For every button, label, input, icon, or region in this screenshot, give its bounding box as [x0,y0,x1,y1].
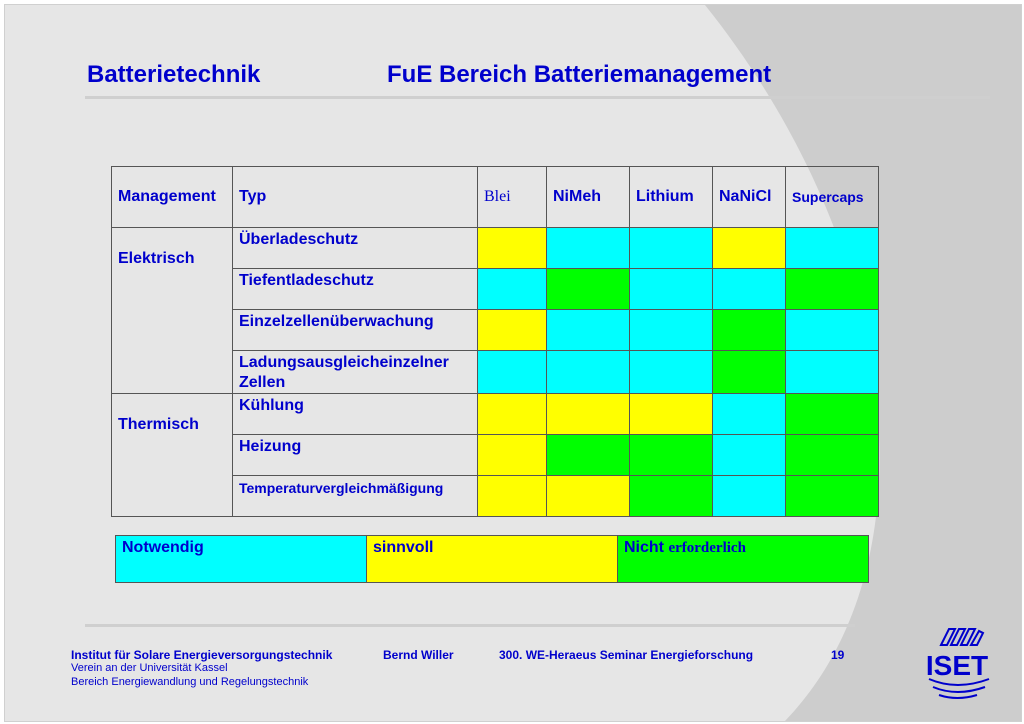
row-label-tiefentladeschutz: Tiefentladeschutz [233,269,478,310]
group-elektrisch: Elektrisch [112,228,233,394]
matrix-cell [630,435,713,476]
battery-management-table [111,166,879,517]
legend-erforderlich: erforderlich [668,540,746,556]
matrix-cell [786,394,879,435]
slide [4,4,1022,722]
header-management: Management [112,167,233,228]
matrix-cell [786,435,879,476]
title-left: Batterietechnik [87,61,261,88]
legend-table [115,535,869,583]
matrix-cell [547,476,630,517]
matrix-cell [630,310,713,351]
footer-verein: Verein an der Universität Kassel [71,662,228,674]
matrix-cell [713,310,786,351]
logo-text: ISET [925,650,989,681]
matrix-cell [547,269,630,310]
group-thermisch: Thermisch [112,394,233,517]
legend-sinnvoll: sinnvoll [367,536,618,583]
iset-logo [919,623,995,703]
matrix-cell [786,310,879,351]
matrix-cell [786,269,879,310]
header-blei: Blei [478,167,547,228]
matrix-cell [547,310,630,351]
row-label-ladungsausgleich: Ladungsausgleicheinzelner Zellen [233,351,478,394]
matrix-cell [478,435,547,476]
footer-rule [85,624,855,627]
header-supercaps: Supercaps [786,167,879,228]
footer-bereich: Bereich Energiewandlung und Regelungstechnik [71,676,309,688]
matrix-cell [478,269,547,310]
row-label-heizung: Heizung [233,435,478,476]
matrix-cell [713,351,786,394]
matrix-cell [547,394,630,435]
matrix-cell [478,351,547,394]
footer-page-number: 19 [831,648,845,662]
header-nanicl: NaNiCl [713,167,786,228]
matrix-cell [478,228,547,269]
matrix-cell [713,269,786,310]
matrix-cell [630,351,713,394]
matrix-cell [630,476,713,517]
matrix-cell [786,351,879,394]
legend-notwendig: Notwendig [116,536,367,583]
footer-seminar: 300. WE-Heraeus Seminar Energieforschung [499,648,754,662]
header-nimeh: NiMeh [547,167,630,228]
matrix-cell [713,228,786,269]
matrix-cell [630,228,713,269]
matrix-cell [713,476,786,517]
header-lithium: Lithium [630,167,713,228]
table-header-row [112,167,879,228]
title-rule [85,96,990,99]
footer-institute: Institut für Solare Energieversorgungstechnik [71,648,333,662]
header-typ: Typ [233,167,478,228]
matrix-cell [786,228,879,269]
row-label-kuehlung: Kühlung [233,394,478,435]
legend-nicht-erforderlich [618,536,869,583]
row-label-temperaturvergleichmaessigung: Temperaturvergleichmäßigung [233,476,478,517]
matrix-cell [630,269,713,310]
matrix-cell [547,228,630,269]
matrix-cell [547,351,630,394]
row-label-einzelzellenueberwachung: Einzelzellenüberwachung [233,310,478,351]
matrix-cell [713,435,786,476]
matrix-cell [786,476,879,517]
legend-nicht: Nicht [624,539,664,556]
footer-author: Bernd Willer [383,648,454,662]
title-right: FuE Bereich Batteriemanagement [387,61,772,88]
matrix-cell [478,394,547,435]
matrix-cell [713,394,786,435]
matrix-cell [478,476,547,517]
row-label-ueberladeschutz: Überladeschutz [233,228,478,269]
matrix-cell [547,435,630,476]
matrix-cell [630,394,713,435]
matrix-cell [478,310,547,351]
